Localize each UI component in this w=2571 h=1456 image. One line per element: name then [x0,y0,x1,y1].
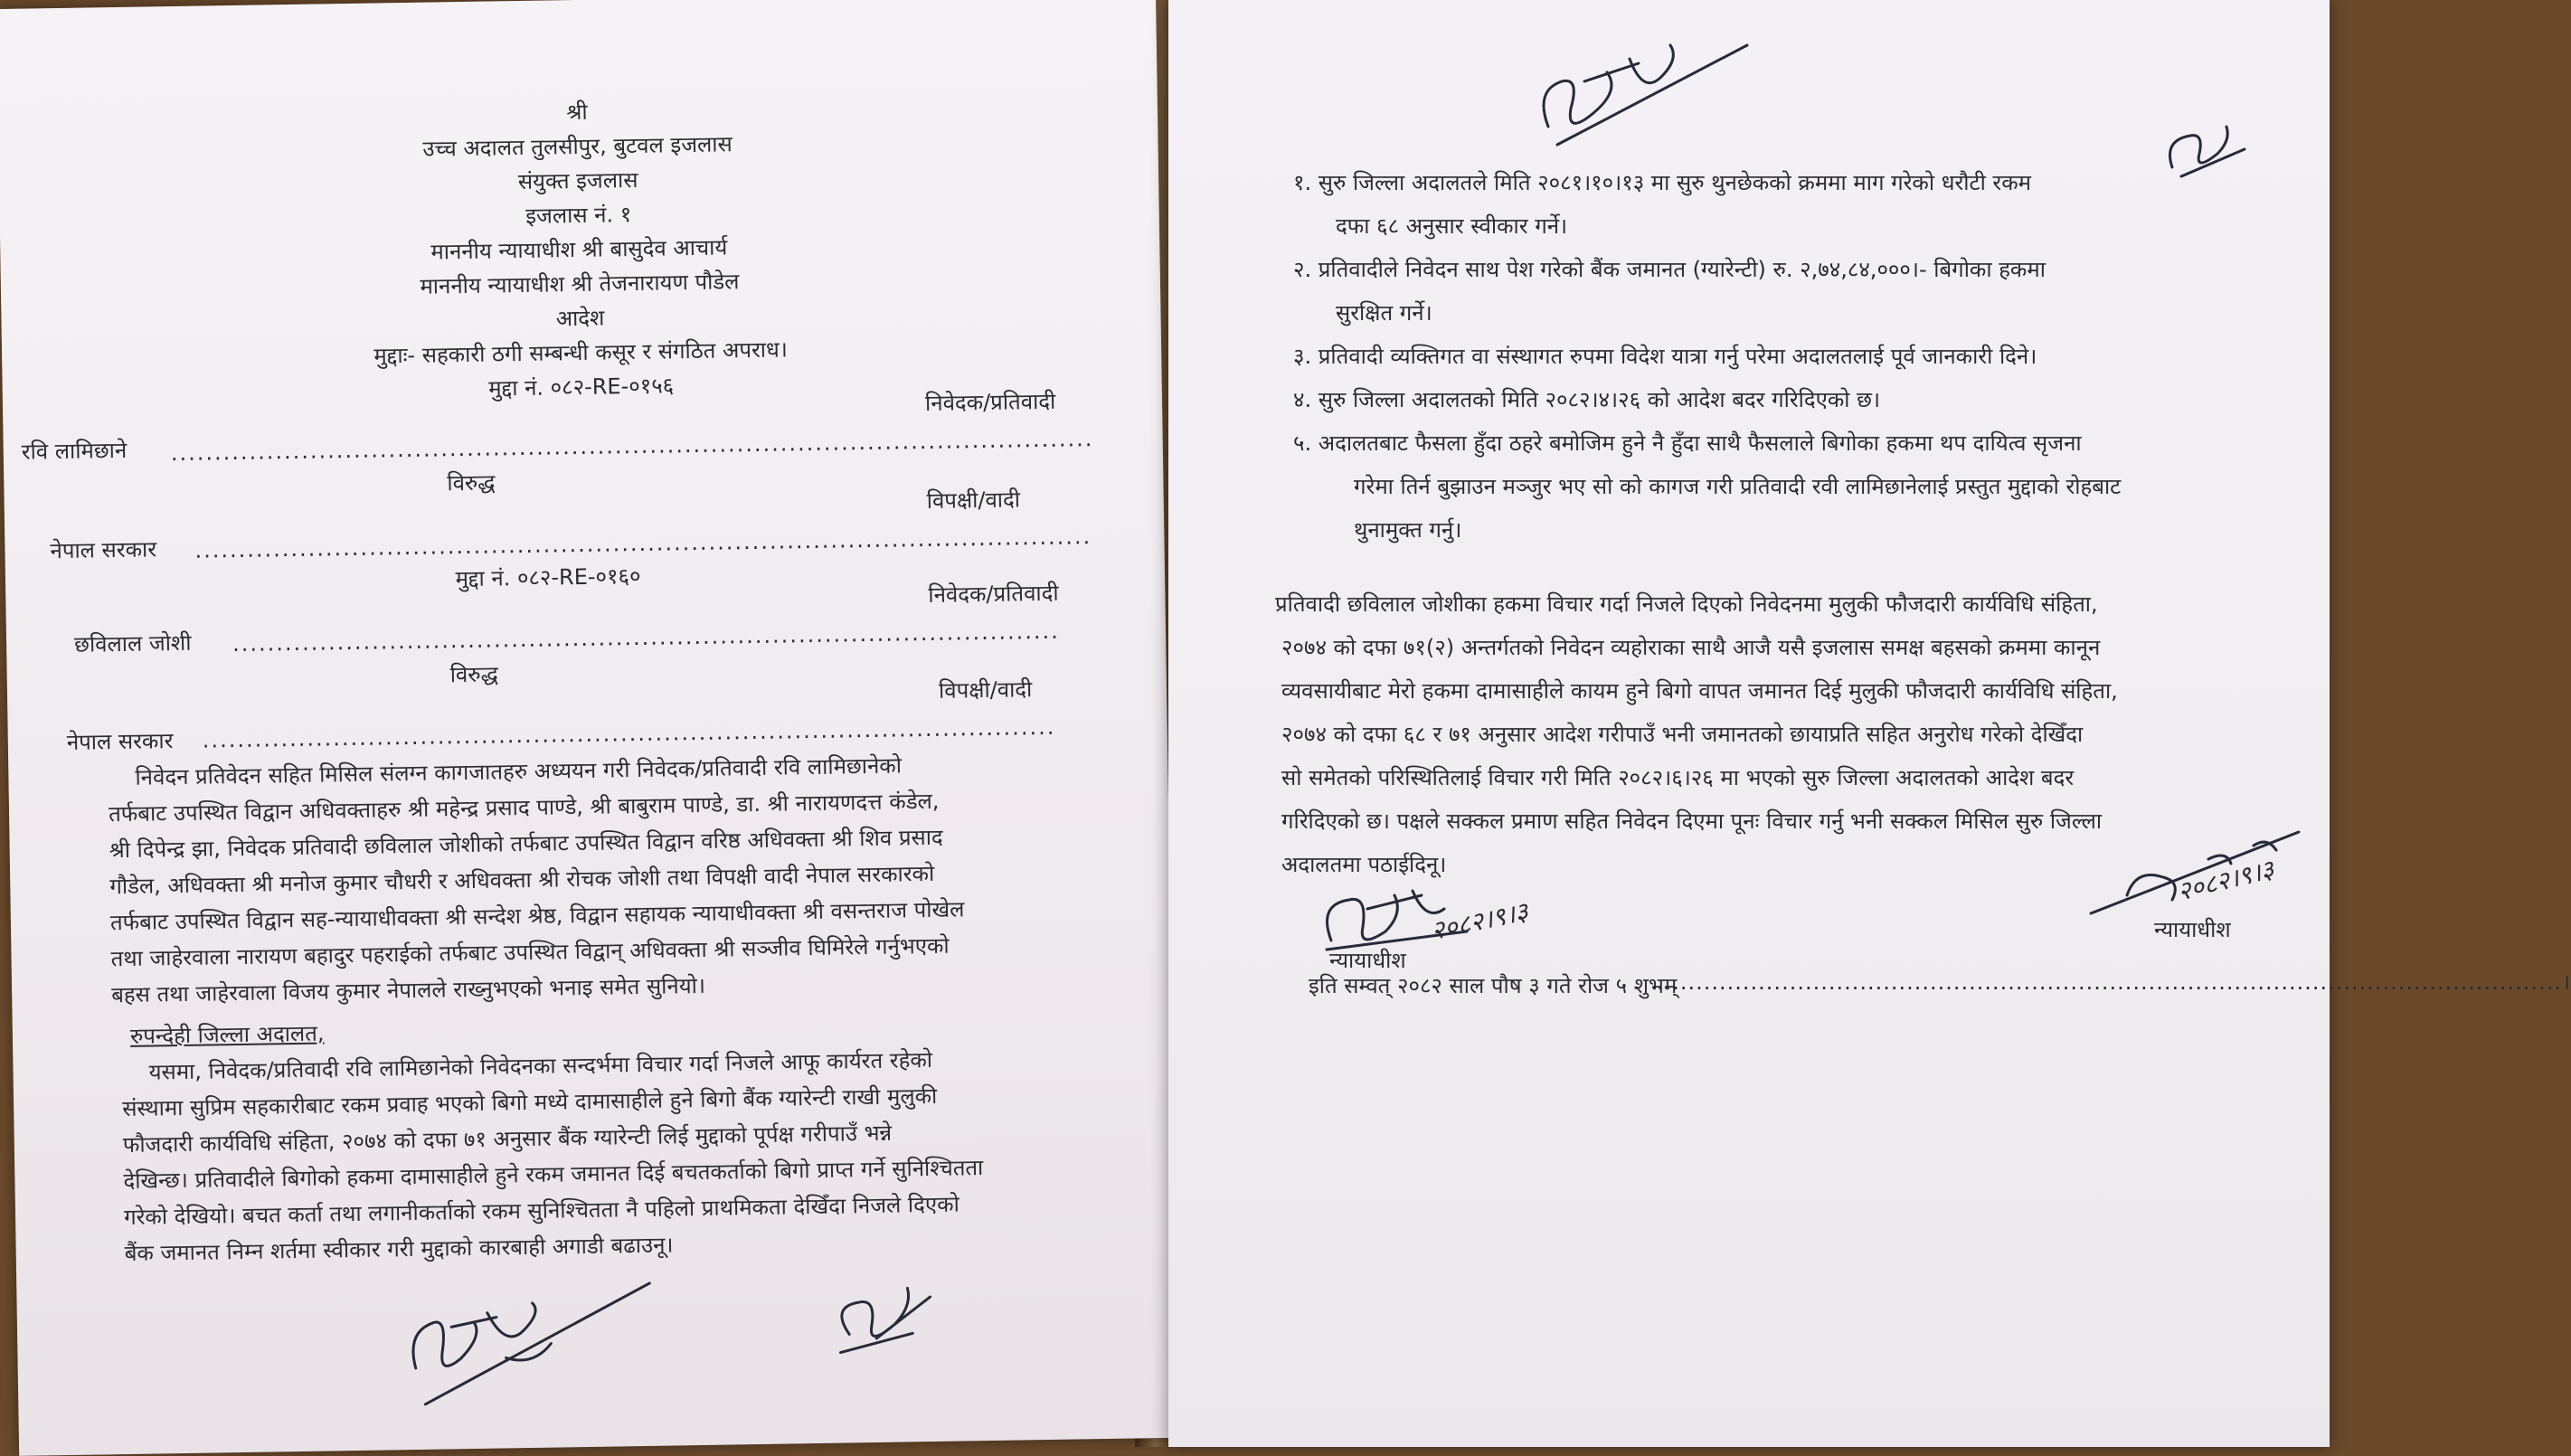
body-line: बैंक जमानत निम्न शर्तमा स्वीकार गरी मुद्दाको कारबाही अगाडी बढाउनू। [124,1232,674,1267]
body-line: बहस तथा जाहेरवाला विजय कुमार नेपालले राख्नुभएको भनाइ समेत सुनियो। [110,972,706,1008]
party-dotted-line: ............................................................................................... [232,618,1060,657]
party-name-rabi: रवि लामिछाने [21,437,128,465]
body-line: फौजदारी कार्यविधि संहिता, २०७४ को दफा ७१ अनुसार बैंक ग्यारेन्टी लिई मुद्दाको पूर्पक्ष गरीपाउँ भन्ने [122,1120,893,1158]
judge-label-left: न्यायाधीश [1329,948,1406,973]
judge-name-1: माननीय न्यायाधीश श्री बासुदेव आचार्य [430,234,728,265]
order-page-1 [0,0,1178,1456]
condition-line: गरेमा तिर्न बुझाउन मञ्जुर भए सो को कागज गरी प्रतिवादी रवी लामिछानेलाई प्रस्तुत मुद्दाको रोहबाट [1354,474,2122,499]
versus-label: विरुद्ध [447,469,496,496]
body-line: निवेदन प्रतिवेदन सहित मिसिल संलग्न कागजातहरु अध्ययन गरी निवेदक/प्रतिवादी रवि लामिछानेको [135,752,903,790]
body-line: गरेको देखियो। बचत कर्ता तथा लगानीकर्ताको रकम सुनिश्चितता नै पहिलो प्राथमिकता देखिँदा निजले दिएको [123,1191,960,1231]
judge-signature-1 [396,1265,670,1423]
body-line: तथा जाहेरवाला नारायण बहादुर पहराईको तर्फबाट उपस्थित विद्वान् अधिवक्ता श्री सञ्जीव घिमिरेले गर्नुभएको [110,932,950,972]
closing-line: इति सम्वत् २०८२ साल पौष ३ गते रोज ५ शुभम् [1309,973,1678,998]
judge-signature-2 [821,1270,950,1371]
bench-number: इजलास नं. १ [525,202,632,229]
condition-line: थुनामुक्त गर्नु। [1354,517,1462,543]
judge-name-2: माननीय न्यायाधीश श्री तेजनारायण पौडेल [420,269,740,299]
condition-line: ४. सुरु जिल्ला अदालतको मिति २०८२।४।२६ को आदेश बदर गरिदिएको छ। [1293,387,1881,412]
party-dotted-line: .................................................................................................. [202,714,1056,753]
party-role-respondent-2: विपक्षी/वादी [938,676,1033,704]
signature-date-right: २०८२।९।३ [2174,854,2277,907]
paragraph-line: सो समेतको परिस्थितिलाई विचार गरी मिति २०८२।६।२६ मा भएको सुरु जिल्ला अदालतको आदेश बदर [1281,765,2075,790]
body-line: तर्फबाट उपस्थित विद्वान अधिवक्ताहरु श्री महेन्द्र प्रसाद पाण्डे, श्री बाबुराम पाण्डे, डा. श्री नारायणदत्त कंडेल, [108,788,940,827]
case-number-1: मुद्दा नं. ०८२-RE-०१५६ [488,373,675,402]
party-role-applicant: निवेदक/प्रतिवादी [924,388,1056,416]
header-shri: श्री [566,99,588,126]
versus-label-2: विरुद्ध [449,661,499,688]
paragraph-line: २०७४ को दफा ७१(२) अन्तर्गतको निवेदन व्यहोराका साथै आजै यसै इजलास समक्ष बहसको क्रममा कानून [1281,635,2101,660]
party-name-govt-2: नेपाल सरकार [66,728,174,755]
body-line: श्री दिपेन्द्र झा, निवेदक प्रतिवादी छविलाल जोशीको तर्फबाट उपस्थित विद्वान वरिष्ठ अधिवक्ता श्री शिव प्रसाद [109,824,943,864]
judge-label-right: न्यायाधीश [2154,917,2231,942]
body-line: गौडेल, अधिवक्ता श्री मनोज कुमार चौधरी र अधिवक्ता श्री रोचक जोशी तथा विपक्षी वादी नेपाल सरकारको [109,860,935,900]
party-name-chhabilal: छविलाल जोशी [73,629,192,657]
body-line: देखिन्छ। प्रतिवादीले बिगोको हकमा दामासाहीले हुने रकम जमानत दिई बचतकर्ताको बिगो प्राप्त गर्ने सुनिश्चितता [123,1155,984,1195]
paragraph-line: प्रतिवादी छविलाल जोशीका हकमा विचार गर्दा निजले दिएको निवेदनमा मुलुकी फौजदारी कार्यविधि संहिता, [1275,591,2098,617]
body-line: यसमा, निवेदक/प्रतिवादी रवि लामिछानेको निवेदनका सन्दर्भमा विचार गर्दा निजले आफू कार्यरत रहेको [148,1046,933,1085]
party-dotted-line: ....................................................................................................... [194,524,1092,563]
case-subject: मुद्दाः- सहकारी ठगी सम्बन्धी कसूर र संगठित अपराध। [373,336,789,369]
condition-line: ५. अदालतबाट फैसला हुँदा ठहरे बमोजिम हुने नै हुँदा साथै फैसलाले बिगोका हकमा थप दायित्व सृजना [1293,430,2082,456]
court-name: उच्च अदालत तुलसीपुर, बुटवल इजलास [422,131,733,162]
condition-line: दफा ६८ अनुसार स्वीकार गर्ने। [1336,213,1568,239]
condition-line: ३. प्रतिवादी व्यक्तिगत वा संस्थागत रुपमा विदेश यात्रा गर्नु परेमा अदालतलाई पूर्व जानकारी दिने। [1293,344,2037,369]
joint-bench: संयुक्त इजलास [517,166,638,195]
condition-line: १. सुरु जिल्ला अदालतले मिति २०८१।१०।१३ मा सुरु थुनछेकको क्रममा माग गरेको धरौटी रकम [1293,170,2032,195]
judge-signature-4 [2154,113,2263,185]
party-name-govt: नेपाल सरकार [50,536,157,564]
closing-dotted-line: ....................................................................................................................। [1657,969,2571,995]
order-title: आदेश [555,305,605,332]
paragraph-line: अदालतमा पठाईदिनू। [1281,852,1447,877]
case-number-2: मुद्दा नं. ०८२-RE-०१६० [455,563,641,592]
party-dotted-line: .......................................................................................................... [170,426,1094,467]
judge-signature-5 [1313,859,1485,959]
party-role-respondent: विपक्षी/वादी [926,487,1021,514]
section-heading: रुपन्देही जिल्ला अदालत, [129,1020,325,1049]
signature-date-left: २०८२।९।३ [1428,896,1531,946]
condition-line: सुरक्षित गर्ने। [1336,300,1432,326]
condition-line: २. प्रतिवादीले निवेदन साथ पेश गरेको बैंक जमानत (ग्यारेन्टी) रु. २,७४,८४,०००।- बिगोका हकमा [1293,257,2046,282]
order-page-2 [1168,0,2571,1447]
judge-signature-3 [1521,18,1756,154]
paragraph-line: गरिदिएको छ। पक्षले सक्कल प्रमाण सहित निवेदन दिएमा पूनः विचार गर्नु भनी सक्कल मिसिल सुरु जिल्ला [1281,808,2103,834]
party-role-applicant-2: निवेदक/प्रतिवादी [928,580,1059,608]
paragraph-line: व्यवसायीबाट मेरो हकमा दामासाहीले कायम हुने बिगो वापत जमानत दिई मुलुकी फौजदारी कार्यविधि संहिता, [1281,678,2118,704]
paragraph-line: २०७४ को दफा ६८ र ७१ अनुसार आदेश गरीपाउँ भनी जमानतको छायाप्रति सहित अनुरोध गरेको देखिँदा [1281,722,2084,747]
body-line: तर्फबाट उपस्थित विद्वान सह-न्यायाधीवक्ता श्री सन्देश श्रेष्ठ, विद्वान सहायक न्यायाधीवक्ता श्री वसन्तराज पोखेल [109,896,965,936]
body-line: संस्थामा सुप्रिम सहकारीबाट रकम प्रवाह भएको बिगो मध्ये दामासाहीले हुने बिगो बैंक ग्यारेन्टी राखी मुलुकी [121,1083,938,1122]
